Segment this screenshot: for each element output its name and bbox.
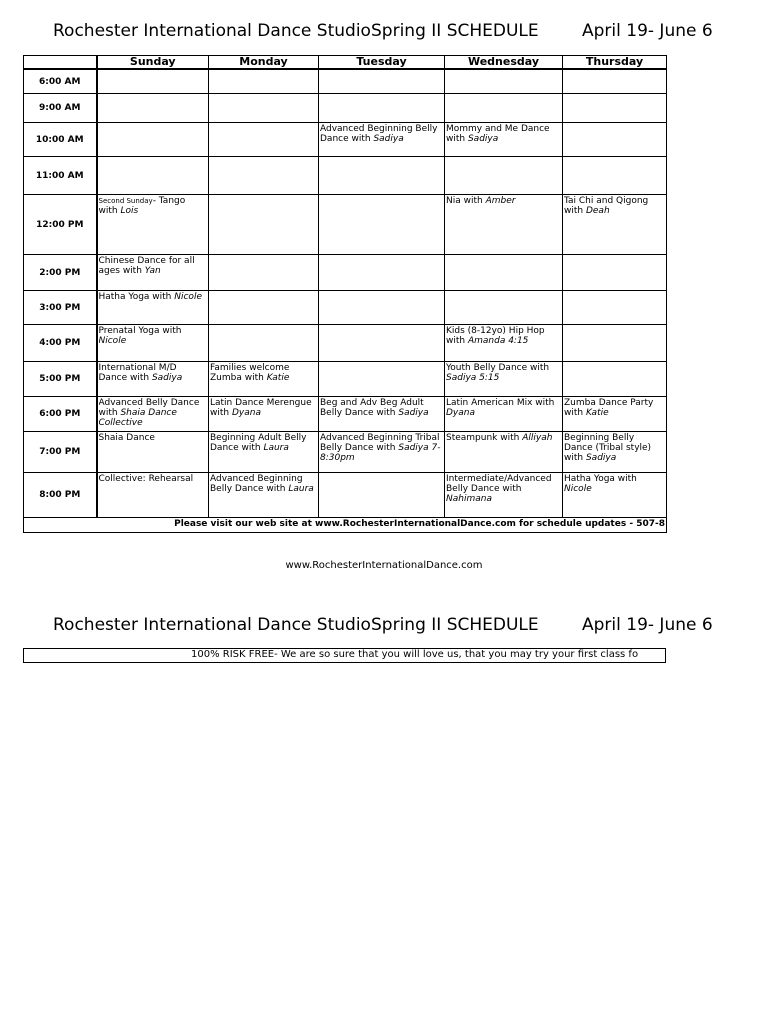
class-cell bbox=[563, 290, 667, 324]
class-text: Beginning Adult Belly Dance with Laura bbox=[210, 432, 307, 453]
class-cell bbox=[319, 254, 445, 290]
class-cell bbox=[209, 361, 319, 396]
class-cell bbox=[563, 396, 667, 431]
class-cell bbox=[97, 156, 209, 194]
corner-cell bbox=[24, 56, 97, 70]
schedule-row bbox=[24, 290, 667, 324]
schedule-row bbox=[24, 431, 667, 472]
time-label: 9:00 AM bbox=[24, 93, 97, 122]
class-cell bbox=[319, 156, 445, 194]
class-cell bbox=[445, 396, 563, 431]
class-text: Mommy and Me Dance with Sadiya bbox=[446, 123, 550, 144]
class-cell bbox=[563, 93, 667, 122]
schedule-row bbox=[24, 472, 667, 517]
class-cell bbox=[97, 361, 209, 396]
class-cell bbox=[445, 431, 563, 472]
class-text: Beg and Adv Beg Adult Belly Dance with Sadiya bbox=[320, 397, 429, 418]
class-cell bbox=[209, 122, 319, 156]
class-cell bbox=[563, 472, 667, 517]
class-cell bbox=[97, 69, 209, 93]
class-cell bbox=[97, 93, 209, 122]
class-cell bbox=[97, 431, 209, 472]
class-cell bbox=[319, 122, 445, 156]
day-header: Sunday bbox=[97, 56, 209, 70]
class-cell bbox=[563, 254, 667, 290]
class-cell bbox=[319, 396, 445, 431]
website-url: www.RochesterInternationalDance.com bbox=[285, 560, 483, 571]
class-cell bbox=[563, 324, 667, 361]
class-cell bbox=[97, 396, 209, 431]
class-text: Beginning Belly Dance (Tribal style) with Sadiya bbox=[564, 432, 652, 463]
schedule-row bbox=[24, 396, 667, 431]
schedule-row bbox=[24, 361, 667, 396]
class-cell bbox=[97, 194, 209, 254]
footer-row bbox=[24, 517, 667, 532]
class-text: Latin American Mix with Dyana bbox=[446, 397, 555, 418]
class-text: Tai Chi and Qigong with Deah bbox=[564, 195, 649, 216]
class-cell bbox=[209, 396, 319, 431]
class-cell bbox=[209, 194, 319, 254]
class-cell bbox=[563, 361, 667, 396]
day-header: Tuesday bbox=[319, 56, 445, 70]
class-cell bbox=[445, 324, 563, 361]
class-cell bbox=[445, 156, 563, 194]
class-text: Prenatal Yoga with Nicole bbox=[98, 325, 182, 346]
class-text: Advanced Beginning Belly Dance with Laura bbox=[210, 473, 314, 494]
time-label: 6:00 AM bbox=[24, 69, 97, 93]
schedule-row bbox=[24, 324, 667, 361]
schedule-title: Spring II SCHEDULE bbox=[371, 21, 539, 41]
class-cell bbox=[319, 290, 445, 324]
schedule-row bbox=[24, 93, 667, 122]
class-cell bbox=[319, 194, 445, 254]
class-cell bbox=[209, 290, 319, 324]
class-cell bbox=[445, 254, 563, 290]
schedule-title: Spring II SCHEDULE bbox=[371, 615, 539, 635]
studio-name: Rochester International Dance Studio bbox=[53, 21, 371, 41]
studio-name: Rochester International Dance Studio bbox=[53, 615, 371, 635]
class-cell bbox=[319, 431, 445, 472]
class-cell bbox=[445, 93, 563, 122]
class-cell bbox=[97, 122, 209, 156]
class-text: Steampunk with Alliyah bbox=[446, 432, 553, 443]
class-cell bbox=[563, 69, 667, 93]
class-text: Families welcome Zumba with Katie bbox=[210, 362, 290, 383]
day-header: Monday bbox=[209, 56, 319, 70]
time-label: 10:00 AM bbox=[24, 122, 97, 156]
class-cell bbox=[97, 290, 209, 324]
class-text: Advanced Beginning Belly Dance with Sadiya bbox=[320, 123, 438, 144]
class-text: Kids (8-12yo) Hip Hop with Amanda 4:15 bbox=[446, 325, 545, 346]
schedule-dates: April 19- June 6 bbox=[582, 21, 713, 41]
class-text: Youth Belly Dance with Sadiya 5:15 bbox=[446, 362, 550, 383]
class-cell bbox=[563, 431, 667, 472]
class-text: Advanced Belly Dance with Shaia Dance Collective bbox=[98, 397, 200, 428]
class-text: Nia with Amber bbox=[446, 195, 516, 206]
day-header: Thursday bbox=[563, 56, 667, 70]
class-cell bbox=[319, 93, 445, 122]
class-text: Hatha Yoga with Nicole bbox=[98, 291, 202, 302]
class-cell bbox=[563, 194, 667, 254]
time-label: 2:00 PM bbox=[24, 254, 97, 290]
class-cell bbox=[209, 324, 319, 361]
class-cell bbox=[209, 69, 319, 93]
risk-free-text: 100% RISK FREE- We are so sure that you will love us, that you may try your first class fo bbox=[191, 649, 639, 660]
schedule-row bbox=[24, 69, 667, 93]
class-text: Intermediate/Advanced Belly Dance with Nahimana bbox=[446, 473, 552, 504]
class-text: Chinese Dance for all ages with Yan bbox=[98, 255, 195, 276]
time-label: 7:00 PM bbox=[24, 431, 97, 472]
class-text: Hatha Yoga with Nicole bbox=[564, 473, 637, 494]
class-cell bbox=[445, 361, 563, 396]
class-cell bbox=[563, 122, 667, 156]
class-cell bbox=[445, 194, 563, 254]
risk-free-banner bbox=[23, 648, 666, 663]
class-cell bbox=[209, 93, 319, 122]
class-cell bbox=[319, 361, 445, 396]
class-text: Collective: Rehearsal bbox=[98, 473, 194, 484]
schedule-row bbox=[24, 194, 667, 254]
day-header-row bbox=[24, 56, 667, 70]
schedule-dates: April 19- June 6 bbox=[582, 615, 713, 635]
class-text: International M/D Dance with Sadiya bbox=[98, 362, 183, 383]
time-label: 3:00 PM bbox=[24, 290, 97, 324]
time-label: 6:00 PM bbox=[24, 396, 97, 431]
class-cell bbox=[445, 472, 563, 517]
class-cell bbox=[319, 472, 445, 517]
schedule-update-note: Please visit our web site at www.RochesterInternationalDance.com for schedule updates - 507-8 bbox=[24, 517, 667, 532]
schedule-row bbox=[24, 156, 667, 194]
time-label: 8:00 PM bbox=[24, 472, 97, 517]
class-cell bbox=[209, 472, 319, 517]
schedule-table bbox=[23, 55, 667, 533]
time-label: 4:00 PM bbox=[24, 324, 97, 361]
class-text: Second Sunday- Tango with Lois bbox=[98, 195, 186, 216]
class-cell bbox=[563, 156, 667, 194]
class-text: Shaia Dance bbox=[98, 432, 155, 443]
class-cell bbox=[97, 324, 209, 361]
class-cell bbox=[319, 69, 445, 93]
day-header: Wednesday bbox=[445, 56, 563, 70]
class-cell bbox=[97, 254, 209, 290]
class-cell bbox=[445, 69, 563, 93]
class-cell bbox=[319, 324, 445, 361]
time-label: 11:00 AM bbox=[24, 156, 97, 194]
class-cell bbox=[209, 156, 319, 194]
class-cell bbox=[97, 472, 209, 517]
class-cell bbox=[209, 431, 319, 472]
time-label: 12:00 PM bbox=[24, 194, 97, 254]
class-text: Zumba Dance Party with Katie bbox=[564, 397, 654, 418]
class-text: Advanced Beginning Tribal Belly Dance with Sadiya 7-8:30pm bbox=[320, 432, 441, 463]
class-text: Latin Dance Merengue with Dyana bbox=[210, 397, 312, 418]
class-cell bbox=[209, 254, 319, 290]
schedule-row bbox=[24, 122, 667, 156]
class-cell bbox=[445, 290, 563, 324]
schedule-row bbox=[24, 254, 667, 290]
class-cell bbox=[445, 122, 563, 156]
time-label: 5:00 PM bbox=[24, 361, 97, 396]
